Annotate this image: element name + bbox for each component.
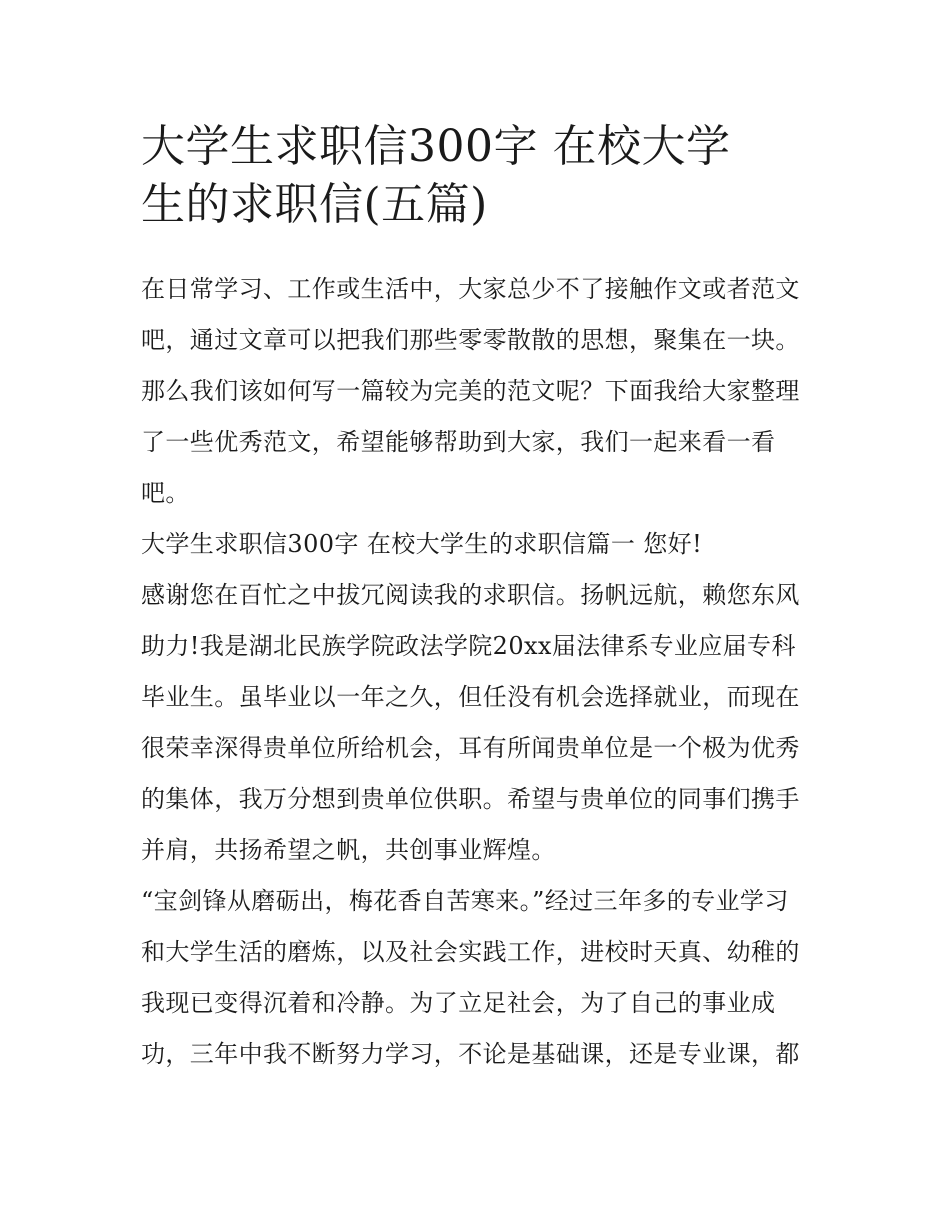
body-line: 了一些优秀范文，希望能够帮助到大家，我们一起来看一看 xyxy=(141,428,776,456)
body-line: 毕业生。虽毕业以一年之久，但任没有机会选择就业，而现在 xyxy=(141,683,800,711)
body-line: 我现已变得沉着和冷静。为了立足社会，为了自己的事业成 xyxy=(141,989,776,1017)
body-line: 大学生求职信300字 在校大学生的求职信篇一 您好! xyxy=(141,530,703,558)
title-line: 生的求职信(五篇) xyxy=(141,179,488,230)
document-body xyxy=(141,264,816,1080)
body-line: 功，三年中我不断努力学习，不论是基础课，还是专业课，都 xyxy=(141,1040,800,1068)
body-line: 在日常学习、工作或生活中，大家总少不了接触作文或者范文 xyxy=(141,275,800,303)
body-line: “宝剑锋从磨砺出，梅花香自苦寒来。”经过三年多的专业学习 xyxy=(141,887,789,915)
body-line: 那么我们该如何写一篇较为完美的范文呢？下面我给大家整理 xyxy=(141,377,800,405)
body-line: 并肩，共扬希望之帆，共创事业辉煌。 xyxy=(141,836,556,864)
body-line: 感谢您在百忙之中拔冗阅读我的求职信。扬帆远航，赖您东风 xyxy=(141,581,800,609)
body-line: 吧。 xyxy=(141,479,190,507)
body-line: 很荣幸深得贵单位所给机会，耳有所闻贵单位是一个极为优秀 xyxy=(141,734,800,762)
title-spacing xyxy=(141,234,816,264)
body-line: 和大学生活的磨炼，以及社会实践工作，进校时天真、幼稚的 xyxy=(141,938,800,966)
body-line: 吧，通过文章可以把我们那些零零散散的思想，聚集在一块。 xyxy=(141,326,800,354)
document-title xyxy=(141,118,816,234)
body-line: 的集体，我万分想到贵单位供职。希望与贵单位的同事们携手 xyxy=(141,785,800,813)
title-line: 大学生求职信300字 在校大学 xyxy=(141,121,731,172)
body-line: 助力!我是湖北民族学院政法学院20xx届法律系专业应届专科 xyxy=(141,632,796,660)
document-content xyxy=(141,118,816,1080)
